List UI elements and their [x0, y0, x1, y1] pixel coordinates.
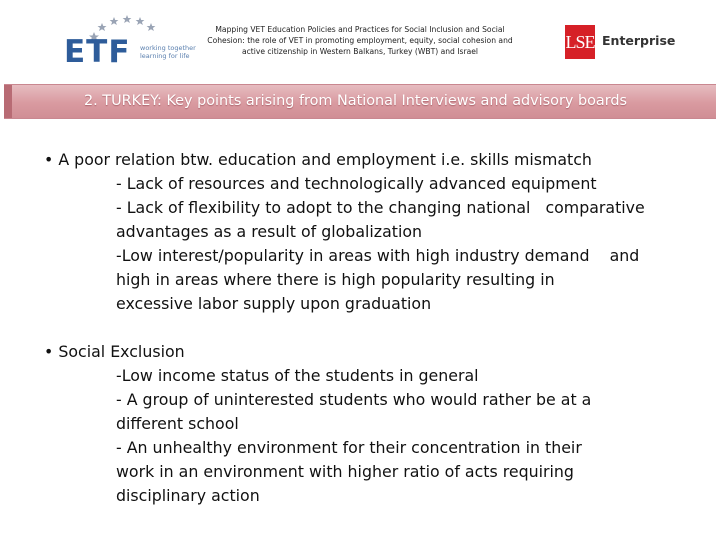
sub-point-line: advantages as a result of globalization	[116, 222, 423, 241]
sub-point-line: - Lack of flexibility to adopt to the changing national comparative	[116, 198, 645, 217]
bullet-section-skills-mismatch	[44, 148, 684, 316]
sub-points	[44, 364, 684, 508]
sub-point-line: - Lack of resources and technologically advanced equipment	[116, 174, 597, 193]
slide-title-bar	[4, 84, 716, 119]
sub-point-line: different school	[116, 414, 239, 433]
etf-tagline-line: working together	[140, 44, 196, 52]
slide-title: 2. TURKEY: Key points arising from National Interviews and advisory boards	[84, 93, 628, 109]
etf-logo	[62, 14, 196, 70]
header-line: Mapping VET Education Policies and Practices for Social Inclusion and Social	[215, 25, 505, 34]
bullet-heading: • A poor relation btw. education and employment i.e. skills mismatch	[44, 150, 592, 169]
lse-enterprise-label: Enterprise	[602, 33, 676, 48]
sub-point-line: work in an environment with higher ratio of acts requiring	[116, 462, 574, 481]
header-line: Cohesion: the role of VET in promoting employment, equity, social cohesion and	[207, 36, 513, 45]
bullet-heading: • Social Exclusion	[44, 342, 185, 361]
sub-point-line: excessive labor supply upon graduation	[116, 294, 432, 313]
etf-wordmark: ETF	[64, 34, 131, 70]
sub-point-line: disciplinary action	[116, 486, 260, 505]
sub-point-line: -Low interest/popularity in areas with high industry demand and	[116, 246, 640, 265]
etf-tagline-line: learning for life	[140, 52, 190, 60]
sub-point-line: -Low income status of the students in general	[116, 366, 479, 385]
sub-point-line: - A group of uninterested students who would rather be at a	[116, 390, 592, 409]
bullet-section-social-exclusion	[44, 340, 684, 508]
sub-point-line: high in areas where there is high popularity resulting in	[116, 270, 555, 289]
sub-points	[44, 172, 684, 316]
header-project-title	[190, 24, 530, 57]
sub-point-line: - An unhealthy environment for their concentration in their	[116, 438, 582, 457]
lse-mark: LSE	[565, 25, 595, 59]
header-line: active citizenship in Western Balkans, Turkey (WBT) and Israel	[241, 47, 479, 56]
